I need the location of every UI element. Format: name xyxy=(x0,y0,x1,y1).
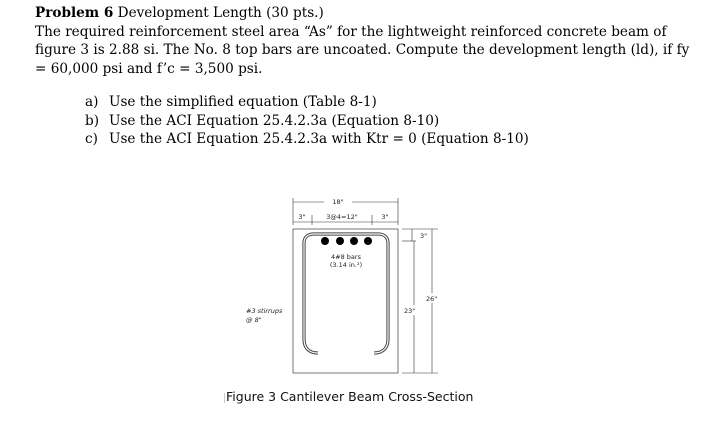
rebar-dot xyxy=(321,237,329,245)
total-width-label: 18" xyxy=(332,198,344,206)
total-height-label: 26" xyxy=(426,295,438,303)
task-item-c xyxy=(85,130,529,149)
bar-spacing-label: 3@4=12" xyxy=(326,213,358,221)
bars-label-line1: 4#8 bars xyxy=(331,253,361,261)
task-text: Use the ACI Equation 25.4.2.3a (Equation 8-10) xyxy=(109,112,440,129)
problem-line-1: The required reinforcement steel area “As” for the lightweight reinforced concrete beam of xyxy=(35,23,667,40)
task-item-a xyxy=(85,93,529,112)
beam-cross-section-figure xyxy=(240,185,440,385)
beam-section-drawing xyxy=(240,185,440,385)
left-cover-label: 3" xyxy=(298,213,306,221)
task-item-b xyxy=(85,112,529,131)
bars-label-line2: (3.14 in.²) xyxy=(329,261,363,269)
rebar-dot xyxy=(350,237,358,245)
stirrups-label-line2: @ 8" xyxy=(246,316,262,324)
rebar-dot xyxy=(336,237,344,245)
stirrups-label-line1: #3 stirrups xyxy=(246,307,283,315)
task-text: Use the simplified equation (Table 8-1) xyxy=(109,94,377,110)
task-text: Use the ACI Equation 25.4.2.3a with Ktr = 0 (Equation 8-10) xyxy=(109,131,529,147)
problem-heading xyxy=(35,4,703,23)
problem-number: Problem 6 xyxy=(35,5,114,21)
rebar-dot xyxy=(364,237,372,245)
problem-statement xyxy=(35,4,703,78)
problem-line-3: = 60,000 psi and f’c = 3,500 psi. xyxy=(35,60,263,77)
top-cover-label: 3" xyxy=(420,232,428,240)
figure-caption: Figure 3 Cantilever Beam Cross-Section xyxy=(226,389,474,404)
problem-line-2: figure 3 is 2.88 si. The No. 8 top bars are uncoated. Compute the development length (ld), if fy xyxy=(35,42,690,58)
problem-title: Development Length (30 pts.) xyxy=(113,5,324,21)
task-list xyxy=(85,93,529,149)
task-letter: a) xyxy=(85,94,99,110)
caption-mark xyxy=(224,393,225,403)
task-letter: b) xyxy=(85,112,100,129)
effective-depth-label: 23" xyxy=(404,307,416,315)
task-letter: c) xyxy=(85,131,98,147)
right-cover-label: 3" xyxy=(381,213,389,221)
